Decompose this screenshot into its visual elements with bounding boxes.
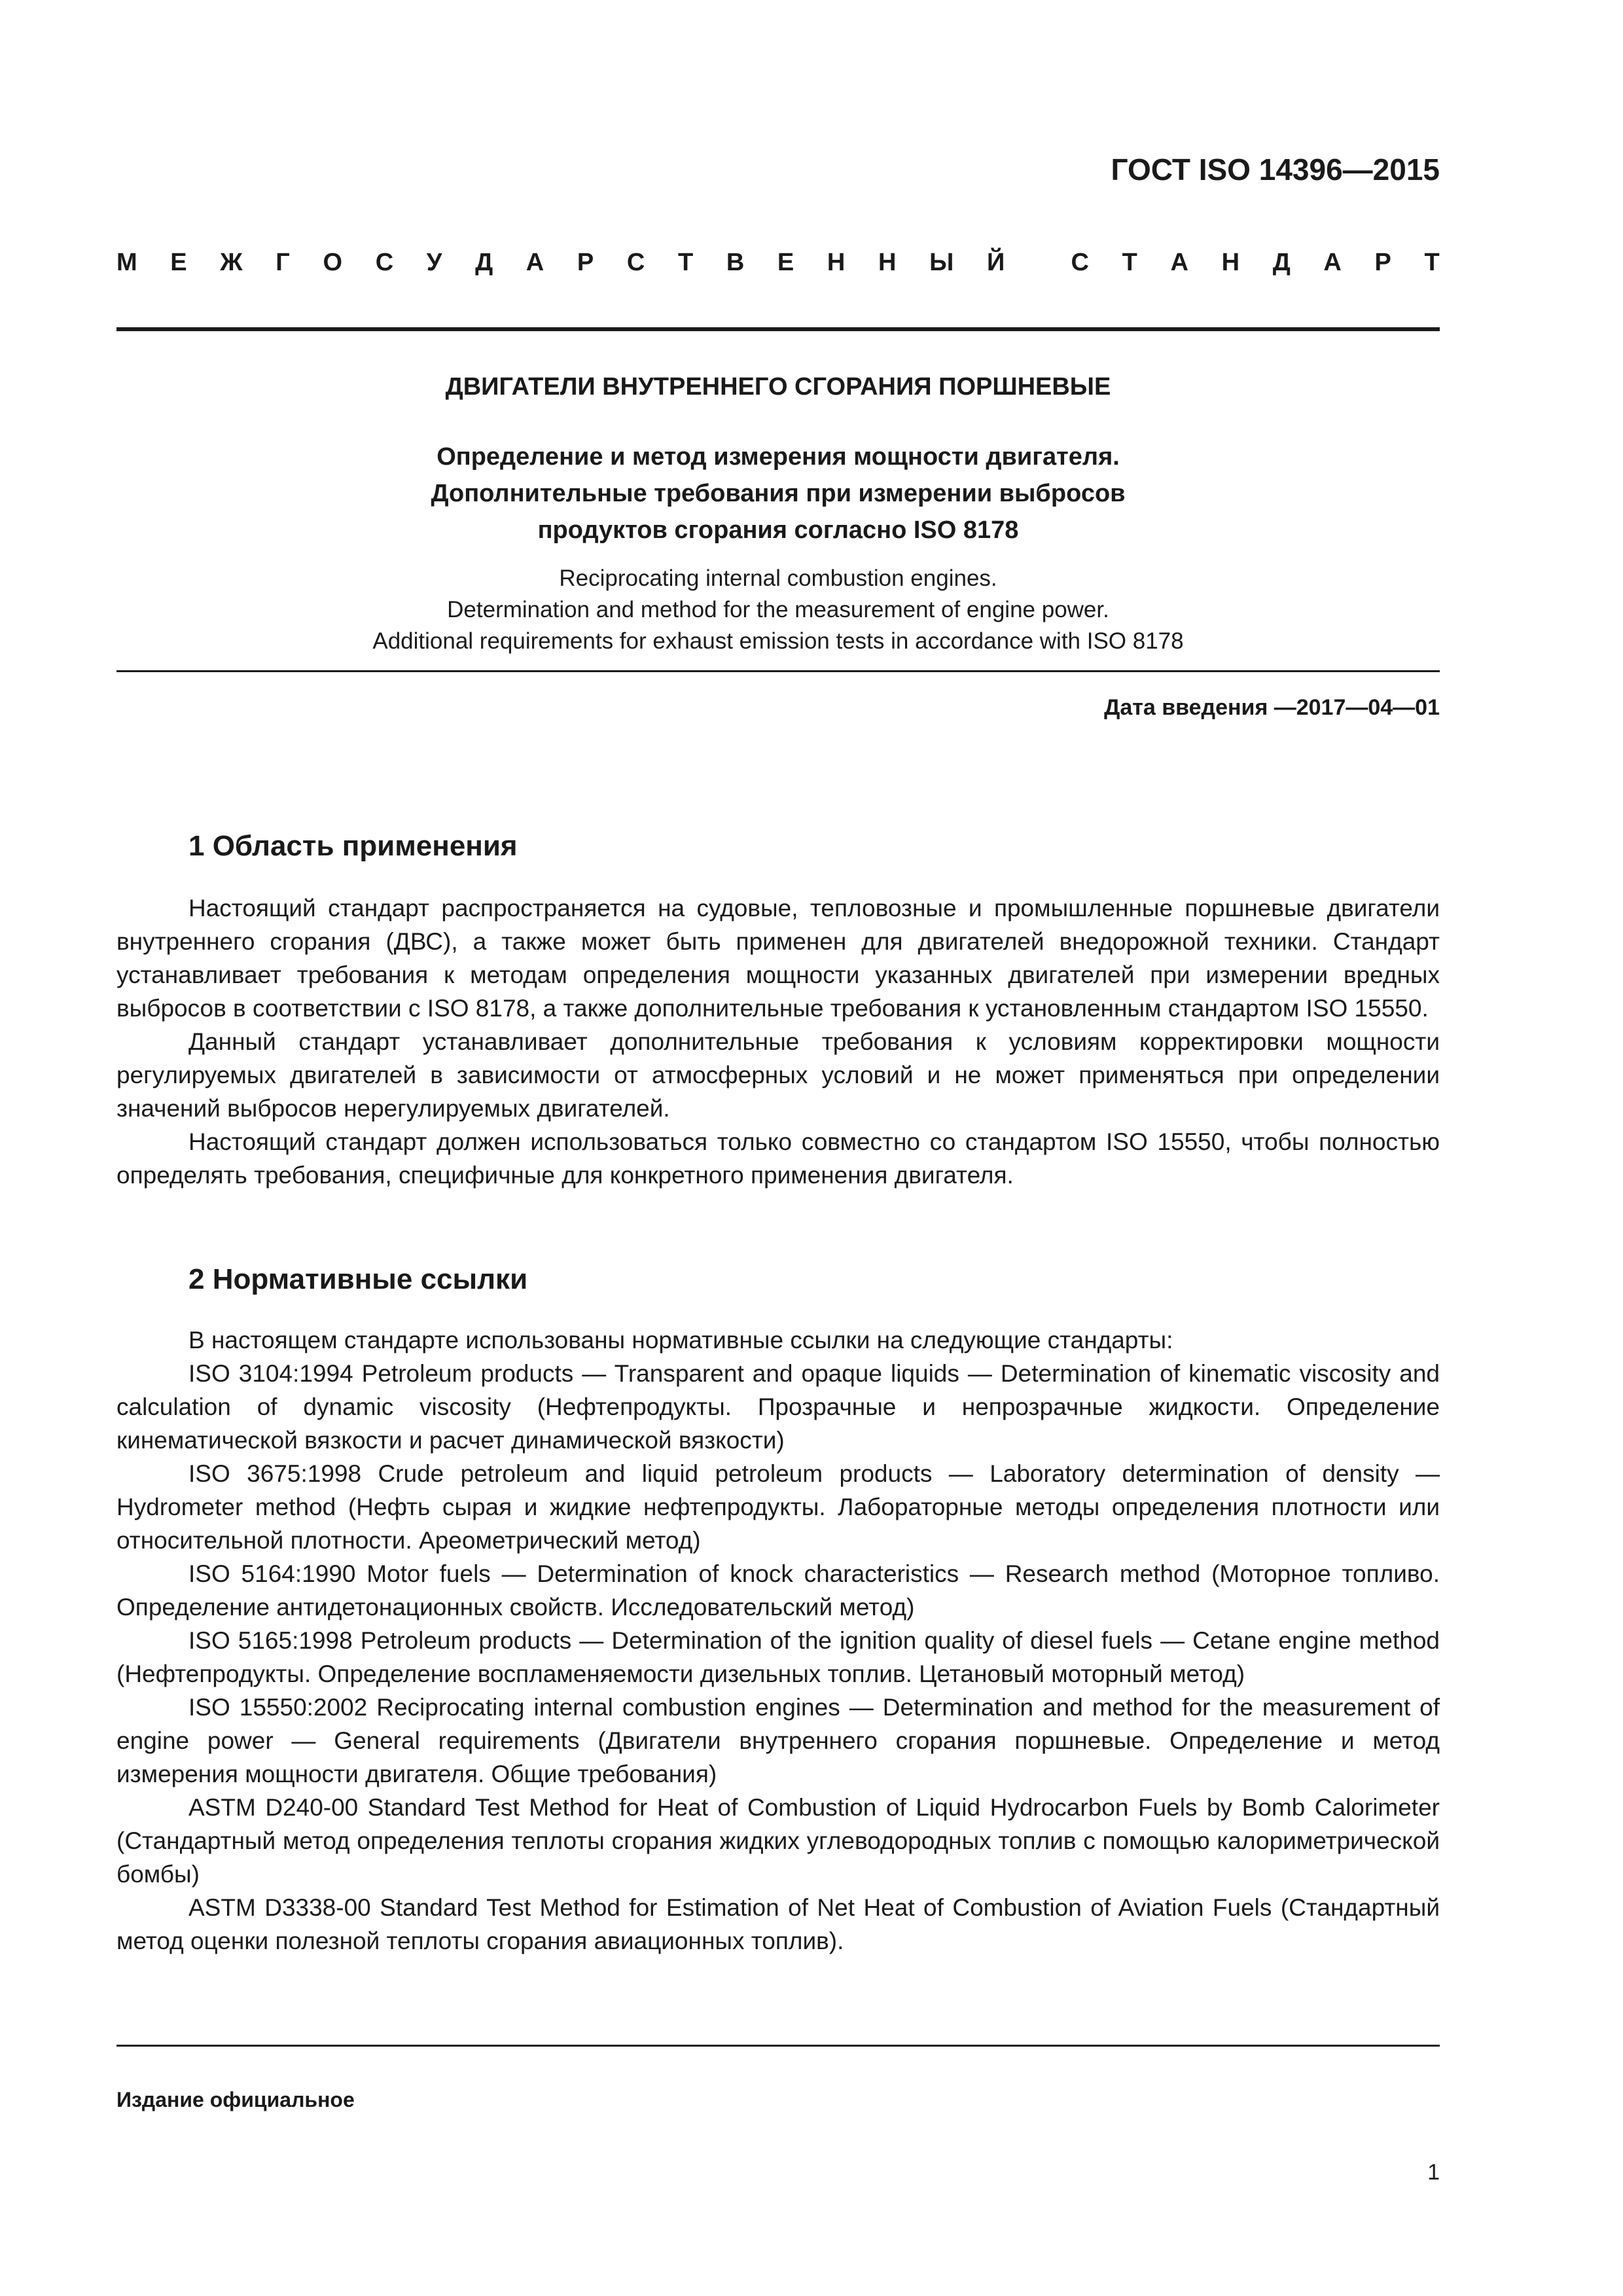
standard-letter: С [1071, 249, 1089, 276]
reference-entry: ISO 15550:2002 Reciprocating internal combustion engines — Determination and method for the measurement of engine power — General requirements (Двигатели внутреннего сгорания поршневые. Определение и метод измерения мощности двигателя. Общие требования) [116, 1694, 1440, 1787]
interstate-letter: Н [827, 249, 846, 276]
standard-letter: Т [1122, 249, 1137, 276]
standard-letter: Р [1374, 249, 1391, 276]
paragraph: В настоящем стандарте использованы нормативные ссылки на следующие стандарты: [188, 1327, 1173, 1354]
document-number: ГОСТ ISO 14396—2015 [1111, 152, 1440, 187]
interstate-letter: Г [276, 249, 290, 276]
interstate-letter: Н [878, 249, 897, 276]
english-title-line: Reciprocating internal combustion engines. [559, 565, 997, 591]
interstate-letter: Т [677, 249, 694, 276]
english-title-line: Determination and method for the measurement of engine power. [447, 597, 1109, 622]
subtitle-line: продуктов сгорания согласно ISO 8178 [537, 516, 1019, 544]
interstate-standard-label [116, 249, 1440, 277]
reference-entry: ISO 5164:1990 Motor fuels — Determination of knock characteristics — Research method (Моторное топливо. Определение антидетонационных свойств. Исследовательский метод) [116, 1560, 1440, 1621]
interstate-letter: Ж [220, 249, 243, 276]
interstate-letter: А [526, 249, 544, 276]
document-subtitle [116, 439, 1440, 548]
english-title [116, 563, 1440, 657]
paragraph: Данный стандарт устанавливает дополнительные требования к условиям корректировки мощности регулируемых двигателей в зависимости от атмосферных условий и не может применяться при определении значений выбросов нерегулируемых двигателей. [116, 1028, 1440, 1122]
paragraph: Настоящий стандарт распространяется на судовые, тепловозные и промышленные поршневые двигатели внутреннего сгорания (ДВС), а также может быть применен для двигателей внедорожной техники. Стандарт устанавливает требования к методам определения мощности указанных двигателей при измерении вредных выбросов в соответствии с ISO 8178, а также дополнительные требования к установленным стандартом ISO 15550. [116, 895, 1440, 1022]
document-title: ДВИГАТЕЛИ ВНУТРЕННЕГО СГОРАНИЯ ПОРШНЕВЫЕ [445, 373, 1111, 401]
section-body-references [116, 1323, 1440, 1958]
reference-entry: ISO 3104:1994 Petroleum products — Transparent and opaque liquids — Determination of kinematic viscosity and calculation of dynamic viscosity (Нефтепродукты. Прозрачные и непрозрачные жидкости. Определение кинематической вязкости и расчет динамической вязкости) [116, 1360, 1440, 1454]
english-title-line: Additional requirements for exhaust emission tests in accordance with ISO 8178 [372, 628, 1184, 654]
reference-entry: ASTM D240-00 Standard Test Method for Heat of Combustion of Liquid Hydrocarbon Fuels by Bomb Calorimeter (Стандартный метод определения теплоты сгорания жидких углеводородных топлив с помощью калориметрической бомбы) [116, 1794, 1440, 1888]
interstate-letter: Р [577, 249, 594, 276]
section-heading-scope: 1 Область применения [188, 830, 518, 862]
interstate-letter: М [116, 249, 137, 276]
page-number: 1 [1427, 2160, 1440, 2185]
interstate-letter: С [626, 249, 645, 276]
interstate-letter: Й [986, 249, 1005, 276]
interstate-letter: Ы [929, 249, 954, 276]
standard-letter: А [1170, 249, 1188, 276]
reference-entry: ASTM D3338-00 Standard Test Method for Estimation of Net Heat of Combustion of Aviation Fuels (Стандартный метод оценки полезной теплоты сгорания авиационных топлив). [116, 1894, 1440, 1954]
standard-letter: Т [1424, 249, 1440, 276]
interstate-letter: Д [475, 249, 493, 276]
interstate-letter: Е [170, 249, 187, 276]
paragraph: Настоящий стандарт должен использоваться только совместно со стандартом ISO 15550, чтобы полностью определять требования, специфичные для конкретного применения двигателя. [116, 1128, 1440, 1189]
footer-divider [116, 2045, 1440, 2047]
interstate-letter: С [375, 249, 394, 276]
section-body-scope [116, 891, 1440, 1192]
standard-letter: Н [1221, 249, 1240, 276]
introduction-date: Дата введения —2017—04—01 [1104, 695, 1440, 720]
section-heading-references: 2 Нормативные ссылки [188, 1263, 528, 1295]
subtitle-line: Определение и метод измерения мощности двигателя. [437, 443, 1120, 471]
reference-entry: ISO 5165:1998 Petroleum products — Determination of the ignition quality of diesel fuels — Cetane engine method (Нефтепродукты. Определение воспламеняемости дизельных топлив. Цетановый моторный метод) [116, 1627, 1440, 1687]
subtitle-line: Дополнительные требования при измерении выбросов [431, 480, 1126, 507]
header-divider [116, 327, 1440, 331]
standard-letter: Д [1272, 249, 1291, 276]
interstate-letter: В [726, 249, 745, 276]
standard-letter: А [1323, 249, 1342, 276]
official-edition-label: Издание официальное [116, 2088, 355, 2111]
interstate-letter: О [323, 249, 343, 276]
interstate-letter: У [426, 249, 442, 276]
title-divider [116, 670, 1440, 672]
interstate-letter: Е [777, 249, 794, 276]
reference-entry: ISO 3675:1998 Crude petroleum and liquid petroleum products — Laboratory determination of density — Hydrometer method (Нефть сырая и жидкие нефтепродукты. Лабораторные методы определения плотности или относительной плотности. Ареометрический метод) [116, 1460, 1440, 1554]
